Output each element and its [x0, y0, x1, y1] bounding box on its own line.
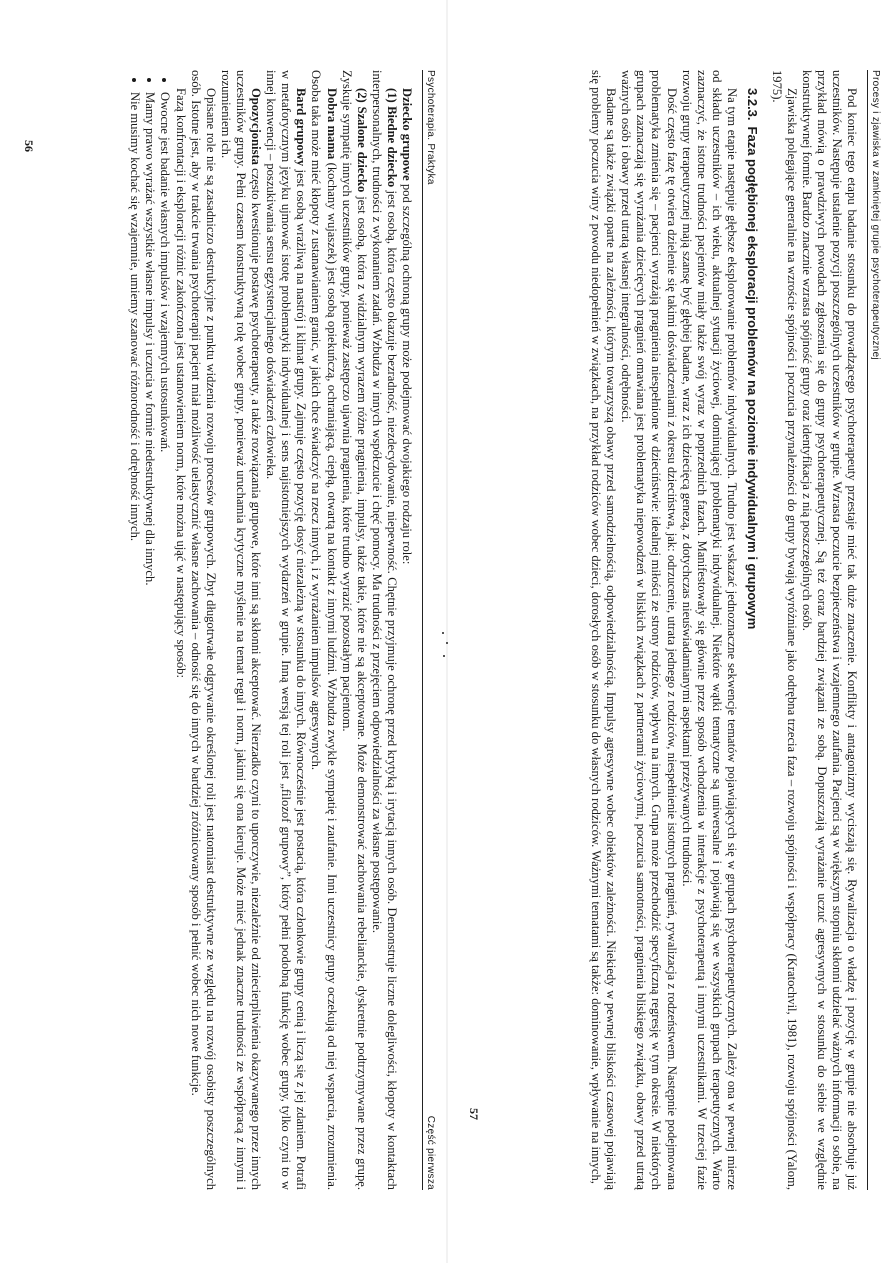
paragraph: Bard grupowy jest osobą wrażliwą na nastrój i klimat grupy. Zajmuje często pozycję dosyć niezależną w stosunku do innych. Równocześnie jest postacią, która członkowie grupy cenią i liczą się z jej zdaniem. Potrafi w metaforycznym języku ujmować istotę problematyki indywidualnej i sens najistotniejszych wydarzeń w grupie. Inną wersją tej roli jest „filozof grupowy”, który pełni podobną funkcję wobec grupy, tylko czyni to w innej konwencji – poszukiwania sensu egzystencjalnego doświadczeń człowieka.: [264, 70, 309, 1190]
scan-specks: [440, 630, 460, 670]
paragraph: Badane są także związki oparte na zależności, którym towarzyszą obawy przed samodzielnością, odpowiedzialnością. Impulsy agresywne wobec obiektów zależności. Niekiedy w pewnej bliskości czasowej pojawiają się problemy poczucia winy z powodu niedopełnień w związkach, na przykład rodziców wobec dzieci, dorosłych osób w stosunku do własnych rodziców. Ważnymi tematami są także: dominowanie, wpływanie na innych,: [589, 70, 619, 1190]
paragraph: Pod koniec tego etapu badanie stosunku do prowadzącego psychoterapeuty przestaje mieć tak duże znaczenie. Konflikty i antagonizmy wyciszają się. Rywalizacja o władzę i pozycję w grupie nie absorbuje już uczestników. Następuje ustalenie pozycji poszczególnych uczestników w grupie. Wzrasta poczucie bezpieczeństwa i wzajemnego zaufania. Pacjenci są w większym stopniu skłonni udzielać ważnych informacji o sobie, na przykład mówią o prawdziwych powodach zgłoszenia się do grupy psychoterapeutycznej. Są też coraz bardziej związani ze sobą. Dopuszczają wyrażanie uczuć agresywnych w stosunku do siebie we względnie konstruktywnej formie. Bardzo znacznie wzrasta spójność grupy oraz identyfikacja z nią poszczególnych osób.: [799, 70, 859, 1190]
paragraph: Dobra mama (kochany wujaszek) jest osobą opiekuńczą, ochraniającą, ciepłą, otwartą na kontakt z innymi ludźmi. Wzbudza zwykle sympatię i zaufanie. Inni uczestnicy grupy oczekują od niej wsparcia, zrozumienia. Osoba taka może mieć kłopoty z ustanawianiem granic, w jakich chce świadczyć na rzecz innych, i z wyrażaniem impulsów agresywnych.: [309, 70, 339, 1190]
right-running-header: [867, 70, 881, 1190]
paragraph: Fazą konfrontacji i eksploracji różnic zakończona jest ustanowieniem norm, które można ująć w następujący sposób:: [173, 88, 188, 678]
paragraph: (2) Szalone dziecko jest osobą, która z widzialnym wyrazem różne pragnienia, impulsy, także takie, które nie są akceptowane. Może demonstrować zachowania rebelianckie, dyskretnie podtrzymywane przez grupę. Zyskuje sympatię innych uczestników grupy, ponieważ zastępczo ujawnia pragnienia, które trudno wyrazić pozostałym pacjentom.: [339, 70, 369, 1190]
left-page-content: [16, 70, 436, 1190]
section-heading: [745, 70, 761, 1190]
right-header-title: Procesy i zjawiska w zamkniętej grupie psychoterapeutycznej: [870, 70, 881, 361]
norms-list: [127, 70, 172, 1190]
page-number-56: 56: [22, 140, 36, 152]
left-page: [3, 0, 448, 1263]
section-title: Faza pogłębionej eksploracji problemów na poziomie indywidualnym i grupowym: [745, 126, 761, 630]
section-number: 3.2.3.: [745, 88, 761, 121]
right-page-content: [461, 70, 881, 1190]
paragraph: Opisane role nie są zasadniczo destrukcyjne z punktu widzenia rozwoju procesów grupowych. Zbyt długotrwałe odgrywanie określonej roli jest natomiast destruktywne ze względu na rozwój osobisty poszczególnych osób. Istotne jest, aby w trakcie trwania psychoterapii pacjent miał możliwość uelastycznić własne zachowania – odnosić się do innych w bardziej zróżnicowany sposób i pełnić wobec nich nowe funkcje.: [188, 70, 218, 1190]
list-item: • Owocne jest badanie własnych impulsów i wzajemnych ustosunkowań.: [157, 92, 172, 1190]
left-header-part: Część pierwsza: [425, 1115, 436, 1190]
left-running-header: [422, 70, 436, 1190]
paragraph: Na tym etapie następuje głębsze eksplorowanie problemów indywidualnych. Trudno jest wskazać jednoznaczne sekwencje tematów pojawiających się w grupach psychoterapeutycznych. Zależy ona w pewnej mierze od składu uczestników – ich wieku, aktualnej sytuacji życiowej, dominującej problematyki indywidualnej. Niektóre wątki tematyczne są uniwersalne i pojawiają się we wszystkich grupach terapeutycznych. Warto zaznaczyć, że istotne trudności pacjentów miały także swój wyraz w poprzednich fazach. Manifestowały się głównie przez sposób wchodzenia w interakcje z psychoterapeutą i innymi uczestnikami. W trzeciej fazie rozwoju grupy terapeutycznej mają szansę być głębiej badane, wraz z ich dziecięcą genezą, z dotychczas nieuświadamianymi aspektami przeżywanych trudności.: [679, 70, 739, 1190]
paragraph: Dziecko grupowe pod szczególną ochroną grupy może podejmować dwojakiego rodzaju role:: [400, 88, 414, 565]
paragraph: Dość często fazę tę otwiera dzielenie się takimi doświadczeniami z okresu dzieciństwa, jak: odrzucenie, utrata jednego z rodziców, niespełnienie istotnych pragnień, rywalizacja z rodzeństwem. Następnie podejmowana problematyka zmienia się – pacjenci wyrażają pragnienia niespełnione w dzieciństwie: idealnej miłości ze strony rodziców, wpływu na innych. Grupa może przechodzić specyficzną regresję w tym okresie. W niektórych grupach zaznaczają się wyrażania dziecięcych pragnień omawiana jest problematyka niepowodzeń w bliskich związkach z partnerami życiowymi, poczucia samotności, pragnienia bliskiego związku, obawy przed utratą ważnych osób i obawy przed utratą własnej integralności, odrębności.: [619, 70, 679, 1190]
page-number-57: 57: [467, 1108, 481, 1120]
list-item: • Nie musimy kochać się wzajemnie, umiemy szanować różnorodność i odrębność innych.: [127, 92, 142, 1190]
paragraph: (1) Biedne dziecko jest osobą, która często okazuje bezradność, niezdecydowanie, niepewność. Chętnie przyjmuje ochronę przed krytyką i irytacją innych osób. Demonstruje liczne dolegliwości, kłopoty w kontaktach interpersonalnych, trudności z wykonaniem zadań. Wzbudza w innych współczucie i chęć pomocy. Ma trudności z przejęciem odpowiedzialności za własne postępowanie.: [369, 70, 399, 1190]
paragraph: Opozycjonista często kwestionuje postawę psychoterapeuty, a także rozwiązania grupowe, które inni są skłonni akceptować. Nierzadko czyni to uporczywie, niezależnie od zniecierpliwienia okazywanego przez innych uczestników grupy. Pełni czasem konstruktywną rolę wobec grupy, ponieważ uruchamia krytyczne myślenie na temat reguł i norm, jakimi się ona kieruje. Może mieć jednak znaczne trudności ze współpracą z innymi i rozumieniem ich.: [218, 70, 264, 1190]
paragraph: Zjawiska polegające generalnie na wzroście spójności i poczucia przynależności do grupy bywają wyróżniane jako odrębna trzecia faza – rozwoju spójności i współpracy (Kratochvil, 1981), rozwoju spójności (Yalom, 1975).: [769, 70, 799, 1190]
list-item: • Mamy prawo wyrażać wszystkie własne impulsy i uczucia w formie niedestruktywnej dla innych.: [142, 92, 157, 1190]
left-body-text: [127, 70, 414, 1190]
right-page: [448, 0, 893, 1263]
left-header-title: Psychoterapia. Praktyka: [425, 70, 436, 185]
right-body-text: [588, 70, 859, 1190]
